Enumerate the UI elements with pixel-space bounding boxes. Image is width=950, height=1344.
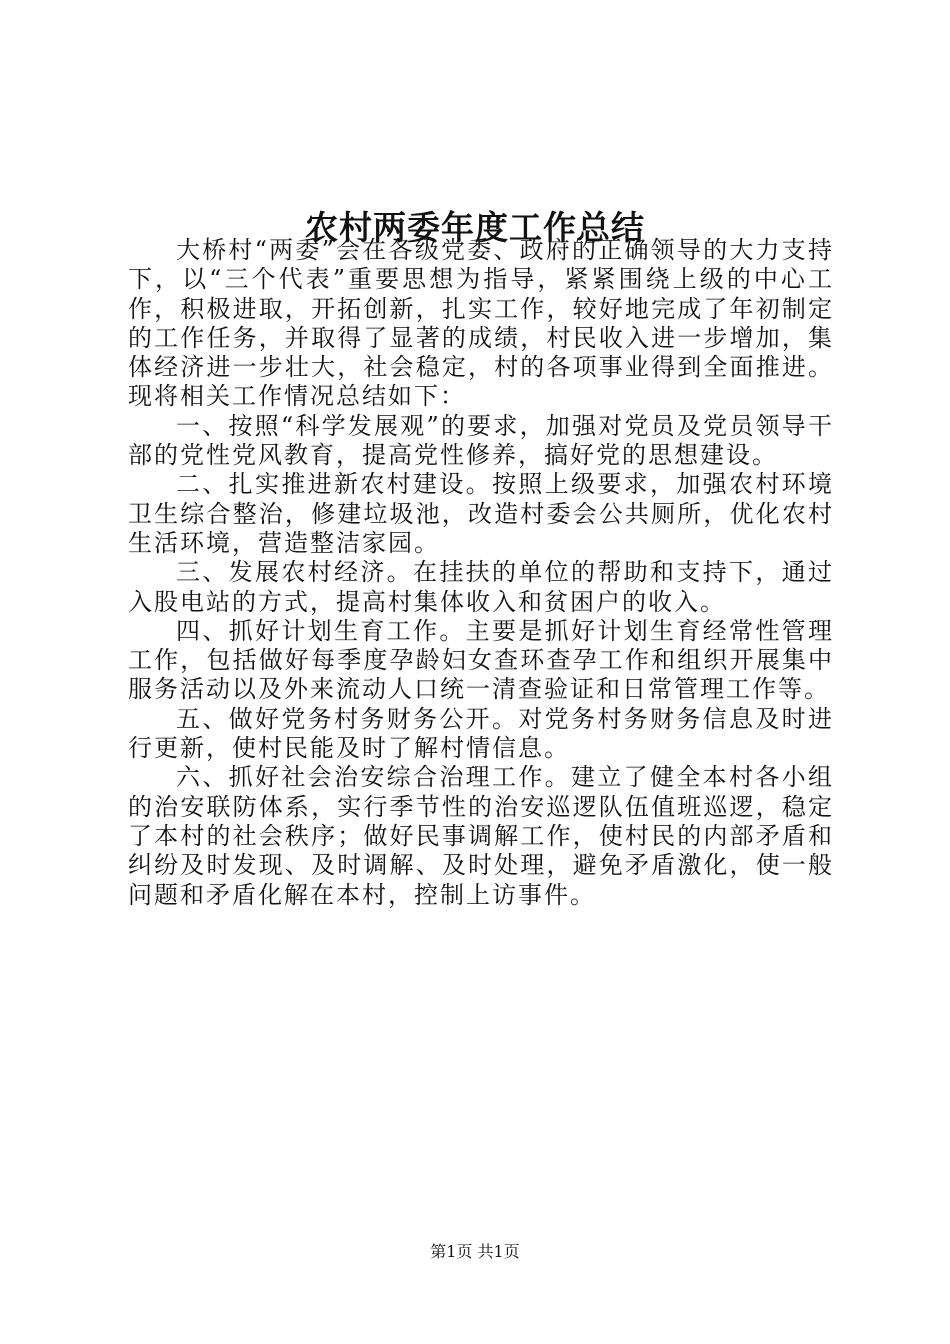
paragraph-1: 一、按照“科学发展观”的要求，加强对党员及党员领导干部的党性党风教育，提高党性修养，搞好党的思想建设。 [128,411,834,470]
page-number-footer: 第1页 共1页 [430,1242,520,1261]
paragraph-3: 三、发展农村经济。在挂扶的单位的帮助和支持下，通过入股电站的方式，提高村集体收入和贫困户的收入。 [128,558,834,616]
paragraph-4: 四、抓好计划生育工作。主要是抓好计划生育经常性管理工作，包括做好每季度孕龄妇女查环查孕工作和组织开展集中服务活动以及外来流动人口统一清查验证和日常管理工作等。 [128,616,834,704]
paragraph-2: 二、扎实推进新农村建设。按照上级要求，加强农村环境卫生综合整治，修建垃圾池，改造村委会公共厕所，优化农村生活环境，营造整洁家园。 [128,470,834,557]
document-title: 农村两委年度工作总结 [305,208,645,248]
document-body [128,236,834,910]
paragraph-6: 六、抓好社会治安综合治理工作。建立了健全本村各小组的治安联防体系，实行季节性的治安巡逻队伍值班巡逻，稳定了本村的社会秩序；做好民事调解工作，使村民的内部矛盾和纠纷及时发现、及时调解、及时处理，避免矛盾激化，使一般问题和矛盾化解在本村，控制上访事件。 [128,763,834,909]
paragraph-intro: 大桥村“两委”会在各级党委、政府的正确领导的大力支持下，以“三个代表”重要思想为指导，紧紧围绕上级的中心工作，积极进取，开拓创新，扎实工作，较好地完成了年初制定的工作任务，并取得了显著的成绩，村民收入进一步增加，集体经济进一步壮大，社会稳定，村的各项事业得到全面推进。现将相关工作情况总结如下： [128,236,834,411]
paragraph-5: 五、做好党务村务财务公开。对党务村务财务信息及时进行更新，使村民能及时了解村情信息。 [128,704,834,763]
